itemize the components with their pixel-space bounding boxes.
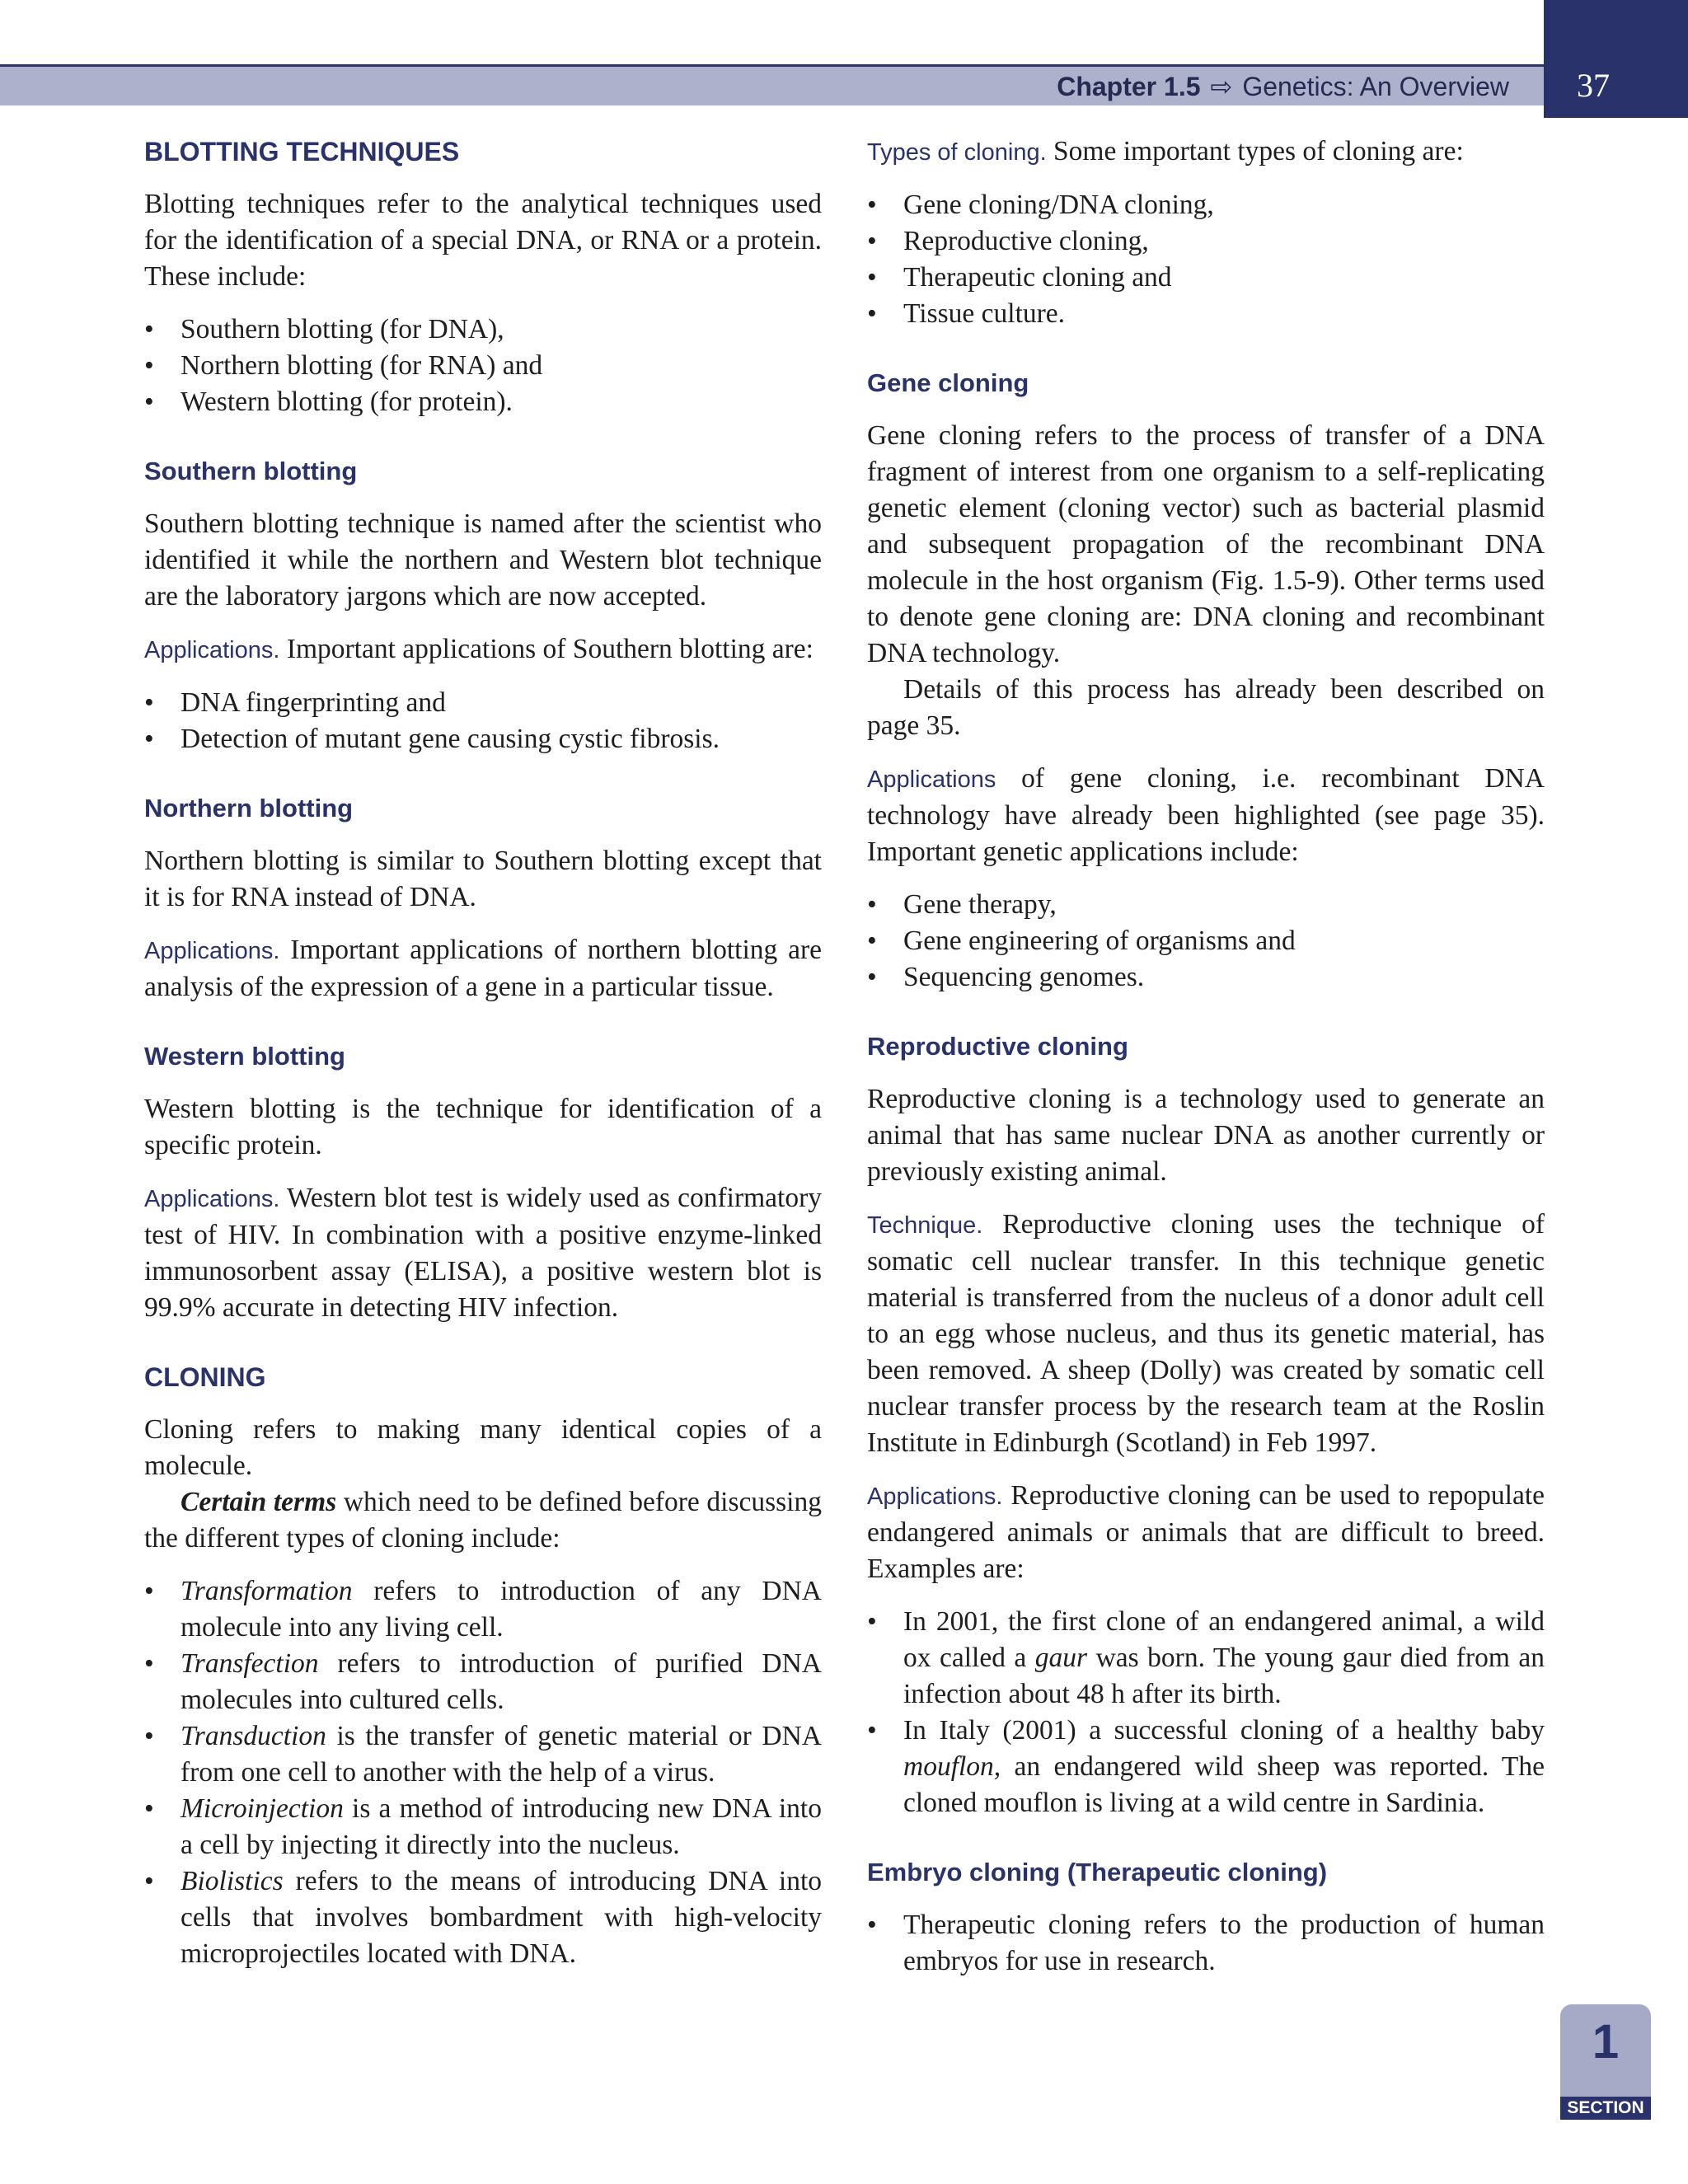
section-label: SECTION [1560,2097,1651,2120]
italic-term: mouflon, [903,1751,1001,1782]
gene-cloning-applications [867,761,1545,870]
blotting-heading: BLOTTING TECHNIQUES [144,137,460,166]
cloning-text: Cloning refers to making many identical copies of a molecule. [144,1414,822,1481]
northern-text: Northern blotting is similar to Southern blotting except that it is for RNA instead of DNA. [144,846,822,912]
list-item: • Therapeutic cloning and [867,260,1545,296]
chapter-label: Chapter 1.5 [1057,72,1201,101]
text-span: an endangered wild sheep was reported. The cloned mouflon is living at a wild centre in Sardinia. [903,1751,1545,1818]
section-number: 1 [1592,2015,1620,2069]
runin-label: Types of cloning. [867,139,1047,166]
section-tab [1560,2004,1651,2120]
northern-heading: Northern blotting [144,794,354,823]
paragraph-text: Important applications of Southern blotting are: [286,634,814,664]
term-definition: is a method of introducing new DNA into a cell by injecting it directly into the nucleus. [181,1793,822,1860]
cloning-heading: CLONING [144,1362,266,1392]
text-span: In 2001, the first clone of an endangered animal, a wild ox called a [903,1606,1545,1673]
western-applications [144,1180,822,1326]
types-list [867,187,1545,332]
embryo-cloning-heading: Embryo cloning (Therapeutic cloning) [867,1858,1328,1886]
list-item: • Detection of mutant gene causing cystic fibrosis. [144,721,822,757]
runin-label: Applications [867,766,996,793]
text-span: was born. The young gaur died from an infection about 48 h after its birth. [903,1643,1545,1709]
runin-label: Applications. [144,1186,280,1212]
technique-text [867,1207,1545,1461]
page-number: 37 [1577,67,1610,104]
chapter-title: Genetics: An Overview [1242,72,1509,101]
certain-terms-bold: Certain terms [181,1487,337,1517]
header-text [1057,71,1509,102]
reproductive-cloning-heading: Reproductive cloning [867,1032,1128,1061]
paragraph-text: Some important types of cloning are: [1053,136,1464,166]
reproductive-cloning-text: Reproductive cloning is a technology used to generate an animal that has same nuclear DNA as another currently or previously existing animal. [867,1084,1545,1187]
list-item [867,1713,1545,1821]
paragraph-text: Western blot test is widely used as confirmatory test of HIV. In combination with a positive enzyme-linked immunosorbent assay (ELISA), a positive western blot is 99.9% accurate in detecting HIV infection. [144,1183,822,1323]
term-definition: refers to introduction of purified DNA molecules into cultured cells. [181,1648,822,1715]
runin-label: Applications. [867,1483,1003,1510]
list-item: • Gene cloning/DNA cloning, [867,187,1545,223]
term: Transduction [181,1721,326,1751]
term-definition: is the transfer of genetic material or DNA from one cell to another with the help of a virus. [181,1721,822,1788]
paragraph-text: Important applications of northern blotting are analysis of the expression of a gene in a particular tissue. [144,935,822,1002]
paragraph-text: which need to be defined before discussing the different types of cloning include: [144,1487,822,1554]
paragraph-text: Reproductive cloning uses the technique of somatic cell nuclear transfer. In this technique genetic material is transferred from the nucleus of a donor adult cell to an egg whose nucleus, and thus its genetic material, has been removed. A sheep (Dolly) was created by somatic cell nuclear transfer process by the research team at the Roslin Institute in Edinburgh (Scotland) in Feb 1997. [867,1209,1545,1458]
term-definition: refers to introduction of any DNA molecule into any living cell. [181,1576,823,1643]
list-item: • Gene engineering of organisms and [867,923,1545,959]
types-of-cloning [867,134,1545,171]
term: Transfection [181,1648,319,1679]
terms-list [144,1573,822,1972]
list-item: • DNA fingerprinting and [144,685,822,721]
northern-applications [144,932,822,1005]
runin-label: Technique. [867,1212,983,1239]
reproductive-applications [867,1478,1545,1587]
left-column [144,134,822,1989]
western-text: Western blotting is the technique for identification of a specific protein. [144,1094,822,1160]
list-item: • Reproductive cloning, [867,223,1545,260]
list-item: • Tissue culture. [867,296,1545,332]
term: Transformation [181,1576,353,1606]
southern-text: Southern blotting technique is named after the scientist who identified it while the northern and Western blot technique are the laboratory jargons which are now accepted. [144,509,822,612]
list-item: • Sequencing genomes. [867,959,1545,996]
list-item: • Northern blotting (for RNA) and [144,348,822,384]
western-heading: Western blotting [144,1042,345,1071]
text-span: In Italy (2001) a successful cloning of a healthy baby [903,1715,1545,1746]
list-item [144,1646,822,1718]
list-item [867,1604,1545,1713]
list-item [144,1863,822,1972]
list-item: • Therapeutic cloning refers to the production of human embryos for use in research. [867,1907,1545,1980]
right-column [867,134,1545,1996]
term: Biolistics [181,1866,284,1896]
list-item: • Western blotting (for protein). [144,384,822,420]
runin-label: Applications. [144,637,280,663]
list-item: • Gene therapy, [867,887,1545,923]
southern-heading: Southern blotting [144,457,358,485]
running-header [0,64,1544,105]
arrow-icon: ⇨ [1210,72,1233,101]
gene-applications-list [867,887,1545,996]
southern-applications [144,631,822,668]
paragraph-text: of gene cloning, i.e. recombinant DNA technology have already been highlighted (see page 35). Important genetic applications include: [867,763,1545,867]
certain-terms-text [144,1484,822,1557]
embryo-list [867,1907,1545,1980]
list-item [144,1791,822,1863]
term-definition: refers to the means of introducing DNA into cells that involves bombardment with high-velocity microprojectiles located with DNA. [181,1866,823,1969]
list-item [144,1718,822,1791]
gene-cloning-heading: Gene cloning [867,368,1029,397]
southern-list [144,685,822,757]
term: Microinjection [181,1793,344,1824]
examples-list [867,1604,1545,1821]
runin-label: Applications. [144,938,280,964]
blotting-list [144,312,822,420]
italic-term: gaur [1034,1643,1088,1673]
blotting-intro: Blotting techniques refer to the analytical techniques used for the identification of a special DNA, or RNA or a protein. These include: [144,189,822,292]
list-item [144,1573,822,1646]
page-number-box [1544,0,1688,118]
gene-cloning-text: Gene cloning refers to the process of transfer of a DNA fragment of interest from one organism to a self-replicating genetic element (cloning vector) such as bacterial plasmid and subsequent propagation of the recombinant DNA molecule in the host organism (Fig. 1.5-9). Other terms used to denote gene cloning are: DNA cloning and recombinant DNA technology. [867,420,1545,668]
gene-cloning-details: Details of this process has already been described on page 35. [867,674,1545,741]
paragraph-text: Reproductive cloning can be used to repopulate endangered animals or animals that are difficult to breed. Examples are: [867,1480,1545,1584]
list-item: • Southern blotting (for DNA), [144,312,822,348]
